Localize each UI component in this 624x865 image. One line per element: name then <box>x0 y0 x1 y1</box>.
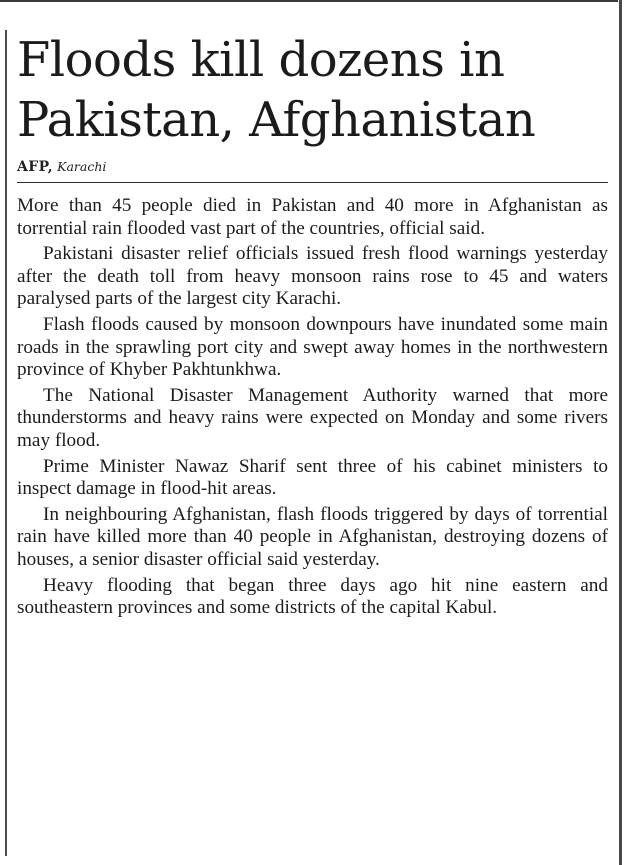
headline-line-2: Pakistan, Afghanistan <box>17 92 536 148</box>
byline <box>17 156 608 179</box>
article-paragraph: The National Disaster Management Authority warned that more thunderstorms and heavy rains were expected on Monday and some rivers may flood. <box>17 384 608 451</box>
article-paragraph: In neighbouring Afghanistan, flash floods triggered by days of torrential rain have killed more than 40 people in Afghanistan, destroying dozens of houses, a senior disaster official said yesterday. <box>17 503 608 570</box>
article-paragraph: Pakistani disaster relief officials issued fresh flood warnings yesterday after the death toll from heavy monsoon rains rose to 45 and waters paralysed parts of the largest city Karachi. <box>17 243 608 310</box>
left-column-rule <box>5 30 7 856</box>
byline-divider <box>17 182 608 183</box>
headline-line-1: Floods kill dozens in <box>17 32 505 88</box>
byline-place: Karachi <box>57 159 107 174</box>
article-paragraph: Heavy flooding that began three days ago hit nine eastern and southeastern provinces and some districts of the capital Kabul. <box>17 574 608 619</box>
article-body <box>17 195 608 620</box>
article-paragraph: Prime Minister Nawaz Sharif sent three of his cabinet ministers to inspect damage in flood-hit areas. <box>17 455 608 500</box>
top-border-rule <box>0 0 618 2</box>
article-headline <box>17 30 608 150</box>
article-paragraph: More than 45 people died in Pakistan and 40 more in Afghanistan as torrential rain flooded vast part of the countries, official said. <box>17 195 608 239</box>
byline-agency: AFP, <box>17 159 53 175</box>
article-paragraph: Flash floods caused by monsoon downpours have inundated some main roads in the sprawling port city and swept away homes in the northwestern province of Khyber Pakhtunkhwa. <box>17 313 608 381</box>
right-border-rule <box>619 0 622 865</box>
news-article <box>17 30 608 620</box>
